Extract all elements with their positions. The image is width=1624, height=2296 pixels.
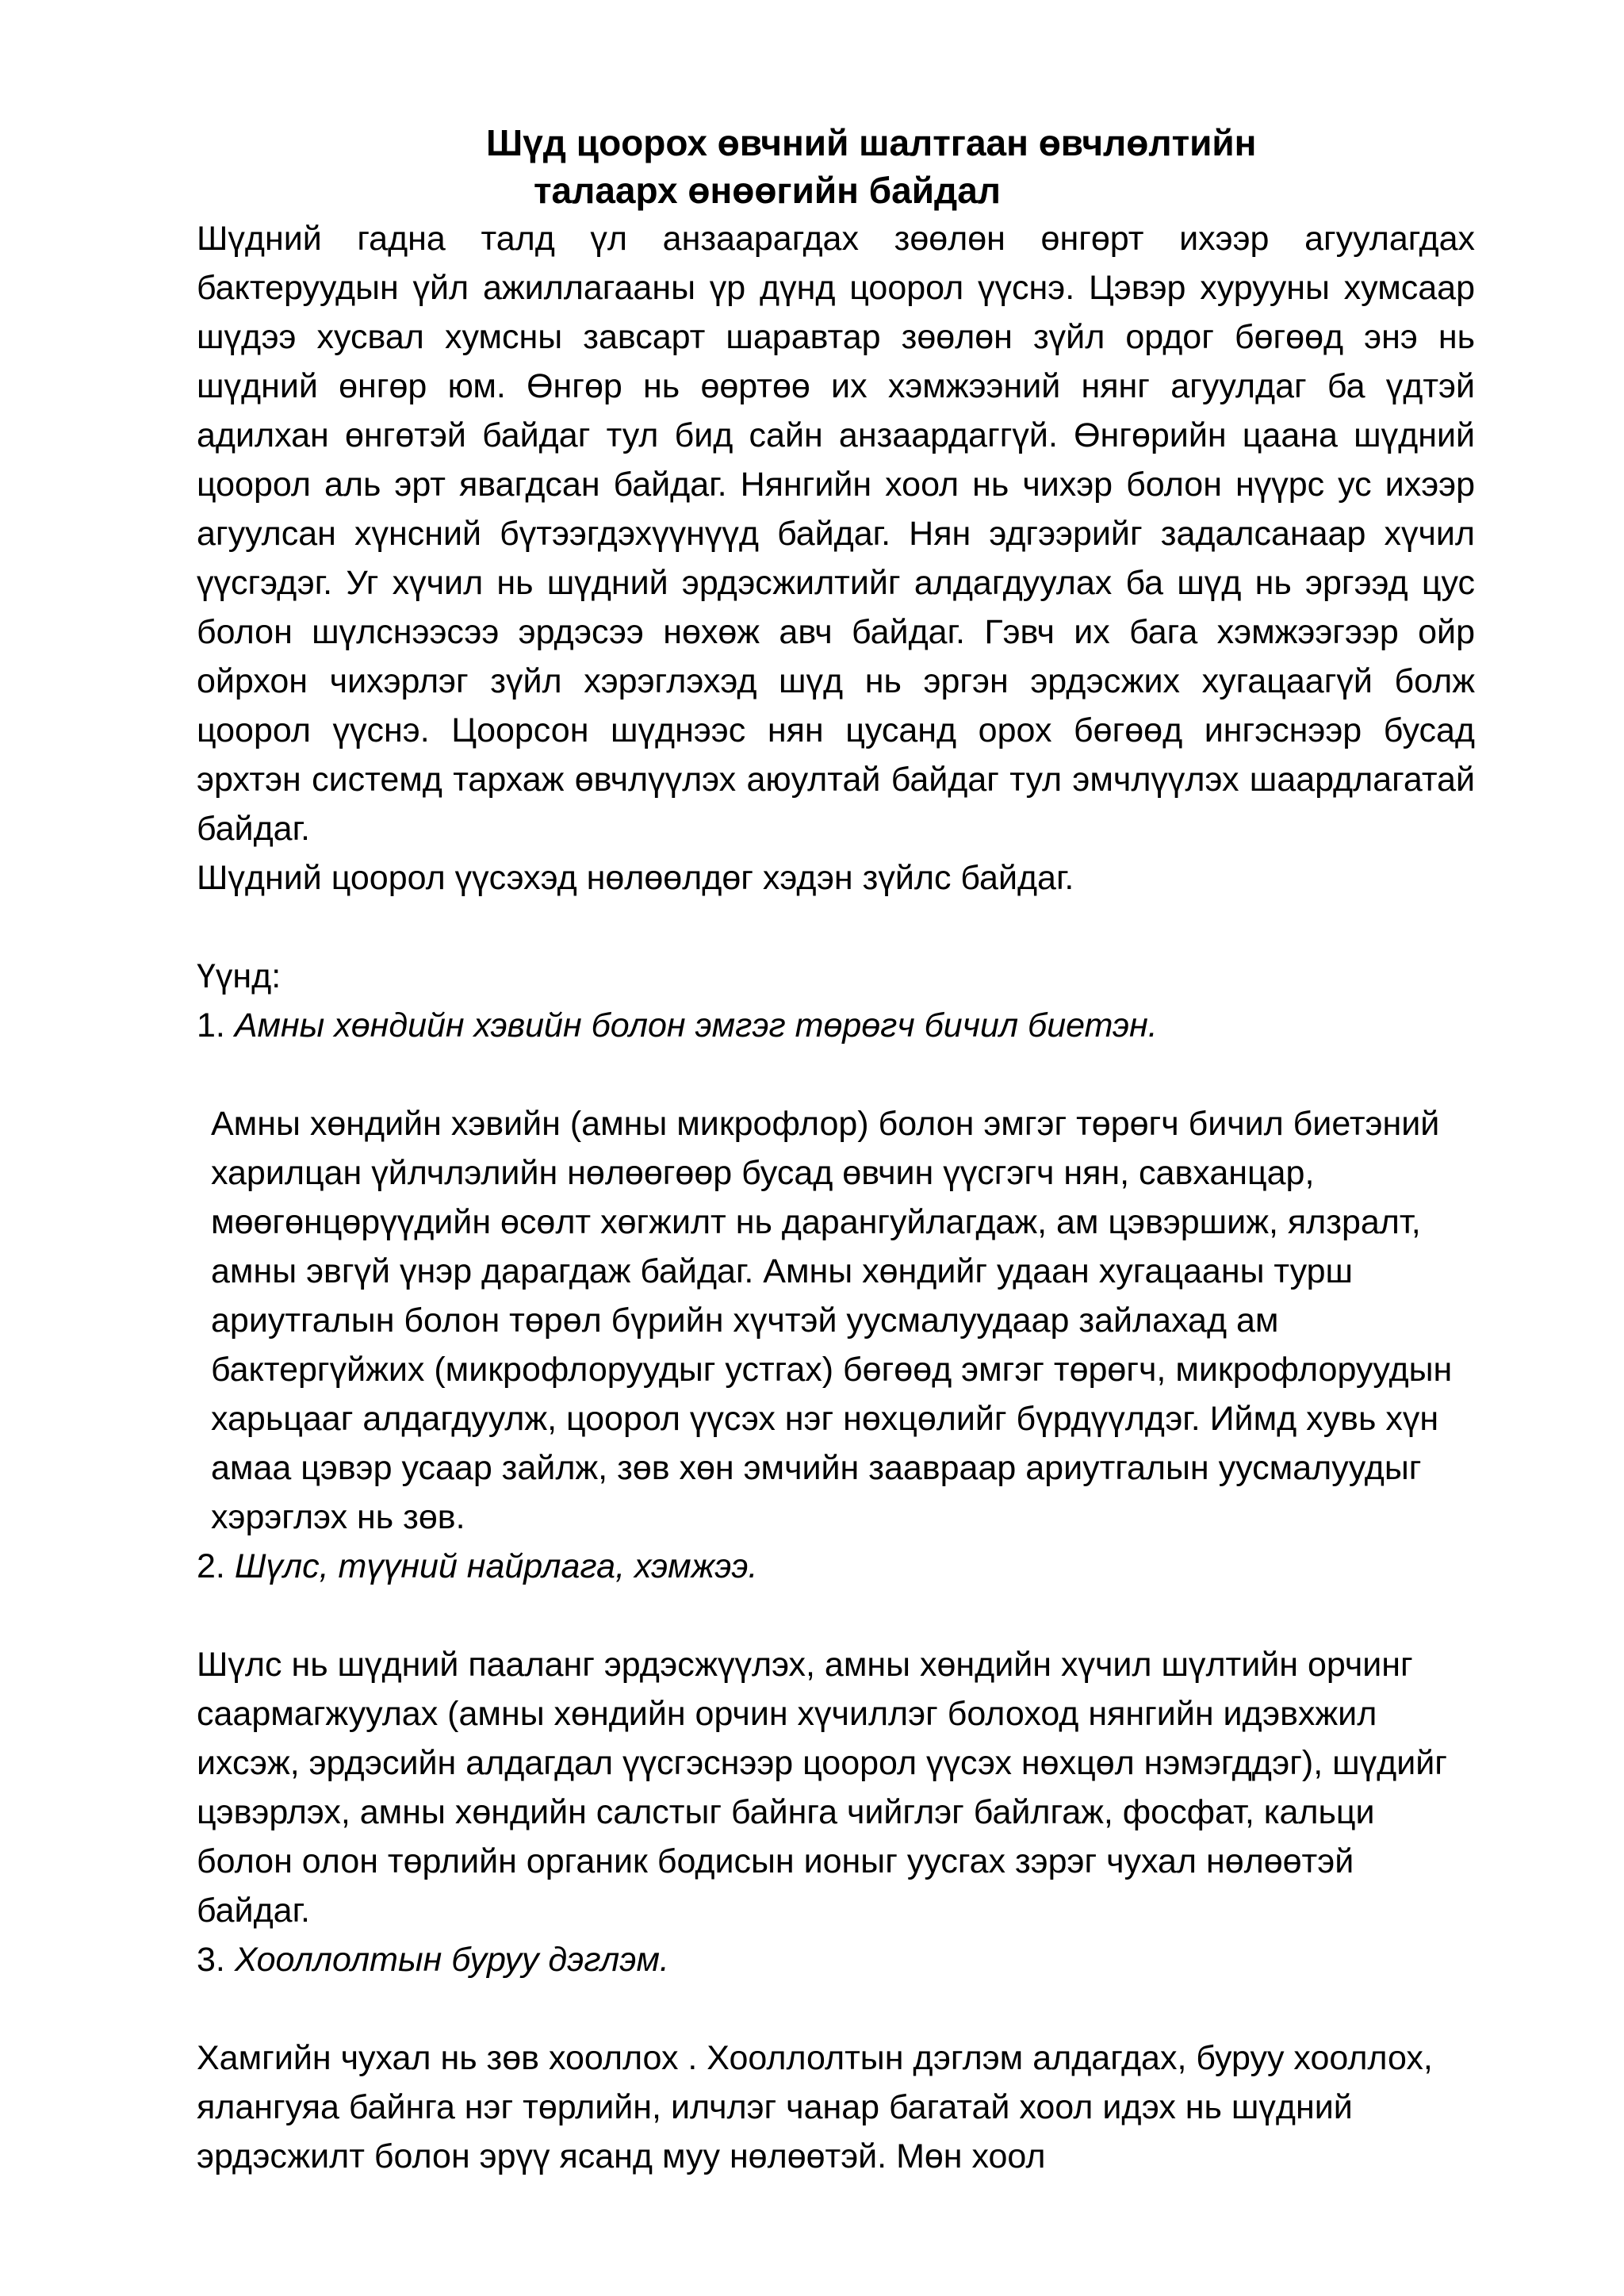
list-item-body: Шүлс нь шүдний пааланг эрдэсжүүлэх, амны хөндийн хүчил шүлтийн орчинг саармагжуулах (амны хөндийн орчин хүчиллэг болоход нянгийн идэвхжил ихсэж, эрдэсийн алдагдал үүсгэснээр цоорол үүсэх нөхцөл нэмэгддэг), шүдийг цэвэрлэх, амны хөндийн салстыг байнга чийглэг байлгаж, фосфат, кальци болон олон төрлийн органик бодисын ионыг уусгах зэрэг чухал нөлөөтэй байдаг. — [197, 1646, 1447, 1930]
list-item-heading — [197, 1001, 1475, 1050]
document-title — [197, 119, 1475, 214]
list-item-heading — [197, 1542, 1475, 1591]
list-item-number: 3. — [197, 1941, 225, 1979]
document-page — [197, 119, 1475, 2181]
list-item-number: 2. — [197, 1547, 225, 1585]
list-item-body: Хамгийн чухал нь зөв хооллох . Хооллолтын дэглэм алдагдах, буруу хооллох, ялангуяа байнга нэг төрлийн, илчлэг чанар багатай хоол идэх нь шүдний эрдэсжилт болон эрүү ясанд муу нөлөөтэй. Мөн хоол — [197, 2039, 1433, 2175]
spacer — [197, 1050, 1475, 1099]
list-item-body: Амны хөндийн хэвийн (амны микрофлор) болон эмгэг төрөгч бичил биетэний харилцан үйлчлэлийн нөлөөгөөр бусад өвчин үүсгэгч нян, савханцар, мөөгөнцөрүүдийн өсөлт хөгжилт нь дарангуйлагдаж, ам цэвэршиж, ялзралт, амны эвгүй үнэр дарагдаж байдаг. Амны хөндийг удаан хугацааны турш ариутгалын болон төрөл бүрийн хүчтэй уусмалуудаар зайлахад ам бактергүйжих (микрофлоруудыг устгах) бөгөөд эмгэг төрөгч, микрофлоруудын харьцааг алдагдуулж, цоорол үүсэх нэг нөхцөлийг бүрдүүлдэг. Иймд хувь хүн амаа цэвэр усаар зайлж, зөв хөн эмчийн заавраар ариутгалын уусмалуудыг хэрэглэх нь зөв. — [211, 1105, 1453, 1536]
list-item-heading — [197, 1935, 1475, 1984]
list-item-number: 1. — [197, 1006, 225, 1045]
list-item-title: Хооллолтын буруу дэглэм. — [234, 1941, 669, 1979]
factors-intro: Шүдний цоорол үүсэхэд нөлөөлдөг хэдэн зүйлс байдаг. — [197, 859, 1074, 897]
title-line-2: талаарх өнөөгийн байдал — [534, 170, 1001, 211]
title-line-1: Шүд цоорох өвчний шалтгаан өвчлөлтийн — [486, 122, 1257, 163]
spacer — [197, 903, 1475, 952]
main-label: Үүнд: — [197, 957, 282, 995]
spacer — [197, 1591, 1475, 1640]
list-item-title: Шүлс, түүний найрлага, хэмжээ. — [234, 1547, 758, 1585]
list-item-title: Амны хөндийн хэвийн болон эмгэг төрөгч бичил биетэн. — [234, 1006, 1158, 1045]
intro-paragraph: Шүдний гадна талд үл анзаарагдах зөөлөн өнгөрт ихээр агуулагдах бактеруудын үйл ажиллагааны үр дүнд цоорол үүснэ. Цэвэр хурууны хумсаар шүдээ хусвал хумсны завсарт шаравтар зөөлөн зүйл ордог бөгөөд энэ нь шүдний өнгөр юм. Өнгөр нь өөртөө их хэмжээний нянг агуулдаг ба үдтэй адилхан өнгөтэй байдаг тул бид сайн анзаардаггүй. Өнгөрийн цаана шүдний цоорол аль эрт явагдсан байдаг. Нянгийн хоол нь чихэр болон нүүрс ус ихээр агуулсан хүнсний бүтээгдэхүүнүүд байдаг. Нян эдгээрийг задалсанаар хүчил үүсгэдэг. Уг хүчил нь шүдний эрдэсжилтийг алдагдуулах ба шүд нь эргээд цус болон шүлснээсээ эрдэсээ нөхөж авч байдаг. Гэвч их бага хэмжээгээр ойр ойрхон чихэрлэг зүйл хэрэглэхэд шүд нь эргэн эрдэсжих хугацаагүй болж цоорол үүснэ. Цоорсон шүднээс нян цусанд орох бөгөөд ингэснээр бусад эрхтэн системд тархаж өвчлүүлэх аюултай байдаг тул эмчлүүлэх шаардлагатай байдаг. — [197, 220, 1475, 848]
spacer — [197, 1984, 1475, 2033]
